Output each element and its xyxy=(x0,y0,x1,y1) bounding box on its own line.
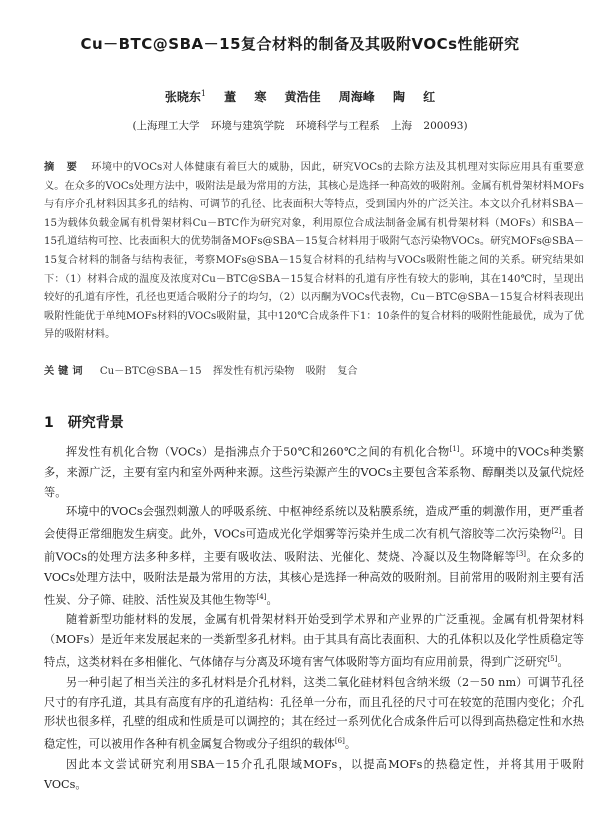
body-paragraph: 环境中的VOCs会强烈刺激人的呼吸系统、中枢神经系统以及粘膜系统，造成严重的刺激作用，更严重者会使得正常细胞发生病变。此外，VOCs可造成光化学烟雾等污染并生成二次有机气溶胶等二次污染物[2]。目前VOCs的处理方法多种多样，主要有吸收法、吸附法、光催化、焚烧、冷凝以及生物降解等[3]。在众多的VOCs处理方法中，吸附法是最为常用的方法，其核心是选择一种高效的吸附剂。目前常用的吸附剂主要有活性炭、分子筛、硅胶、活性炭及其他生物等[4]。 xyxy=(44,505,584,607)
abstract-text: 环境中的VOCs对人体健康有着巨大的威胁，因此，研究VOCs的去除方法及其机理对实际应用具有重要意义。在众多的VOCs处理方法中，吸附法是最为常用的方法，其核心是选择一种高效的吸附剂。金属有机骨架材料MOFs与有序介孔材料因其多孔的结构、可调节的孔径、比表面积大等特点，受到国内外的广泛关注。本文以介孔材料SBA－15为载体负载金属有机骨架材料Cu－BTC作为研究对象，利用原位合成法制备金属有机骨架材料（MOFs）和SBA－15孔道结构可控、比表面积大的优势制备MOFs@SBA－15复合材料用于吸附气态污染物VOCs。研究MOFs@SBA－15复合材料的制备与结构表征，考察MOFs@SBA－15复合材料的孔结构与VOCs吸附性能之间的关系。研究结果如下：（1）材料合成的温度及浓度对Cu－BTC@SBA－15复合材料的孔道有序性有较大的影响，其在140℃时，呈现出较好的孔道有序性，孔径也更适合吸附分子的均匀，（2）以丙酮为VOCs代表物，Cu－BTC@SBA－15复合材料表现出吸附性能优于单纯MOFs材料的VOCs吸附量，其中120℃合成条件下1：10条件的复合材料的吸附性能最优，成为了优异的吸附材料。 xyxy=(44,162,585,341)
citation: [4] xyxy=(256,592,267,601)
citation: [1] xyxy=(449,445,460,453)
section-heading xyxy=(44,412,124,432)
author-name: 黄浩佳 xyxy=(284,90,321,104)
keyword: 挥发性有机污染物 xyxy=(212,366,295,377)
author-name: 董 寒 xyxy=(224,90,267,104)
citation: [2] xyxy=(551,527,562,536)
abstract xyxy=(44,158,584,345)
body-paragraph: 因此本文尝试研究利用SBA－15介孔孔限域MOFs，以提高MOFs的热稳定性，并将其用于吸附VOCs。 xyxy=(44,758,584,791)
keywords xyxy=(44,363,584,380)
abstract-label: 摘 要 xyxy=(44,161,82,173)
section-body xyxy=(44,440,584,795)
author-name: 周海峰 xyxy=(338,90,375,104)
citation: [5] xyxy=(547,655,558,663)
author-list xyxy=(0,88,600,105)
author-name: 陶 红 xyxy=(392,90,436,104)
citation: [3] xyxy=(516,550,527,558)
body-paragraph: 挥发性有机化合物（VOCs）是指沸点介于50℃和260℃之间的有机化合物[1]。环境中的VOCs种类繁多，来源广泛，主要有室内和室外两种来源。这些污染源产生的VOCs主要包含苯系物、醇酮类以及氯代烷烃等。 xyxy=(44,445,584,499)
body-paragraph: 另一种引起了相当关注的多孔材料是介孔材料，这类二氧化硅材料包含纳米级（2－50 nm）可调节孔径尺寸的有序孔道，其具有高度有序的孔道结构：孔径单一分布，而且孔径的尺寸可在较宽的范围内变化；介孔形状也很多样，孔壁的组成和性质是可以调控的；其在经过一系列优化合成条件后可以得到高热稳定性和水热稳定性，可以被用作各种有机金属复合物或分子组织的载体[6]。 xyxy=(44,675,584,752)
citation: [6] xyxy=(334,737,345,746)
section-number: 1 xyxy=(44,415,54,431)
keywords-label: 关键词 xyxy=(44,365,87,377)
keyword: 复合 xyxy=(337,366,358,377)
section-title: 研究背景 xyxy=(67,415,124,431)
paper-title: Cu－BTC@SBA－15复合材料的制备及其吸附VOCs性能研究 xyxy=(80,35,520,53)
affiliation: (上海理工大学 环境与建筑学院 环境科学与工程系 上海 200093) xyxy=(132,120,468,132)
body-paragraph: 随着新型功能材料的发展，金属有机骨架材料开始受到学术界和产业界的广泛重视。金属有机骨架材料（MOFs）是近年来发展起来的一类新型多孔材料。由于其具有高比表面积、大的孔体积以及化学性质稳定等特点，这类材料在多相催化、气体储存与分离及环境有害气体吸附等方面均有应用前景，得到广泛研究[5]。 xyxy=(44,613,584,669)
keyword: 吸附 xyxy=(305,366,326,377)
author-name: 张晓东$^1$ xyxy=(164,89,206,104)
keyword: Cu－BTC@SBA－15 xyxy=(99,366,202,377)
